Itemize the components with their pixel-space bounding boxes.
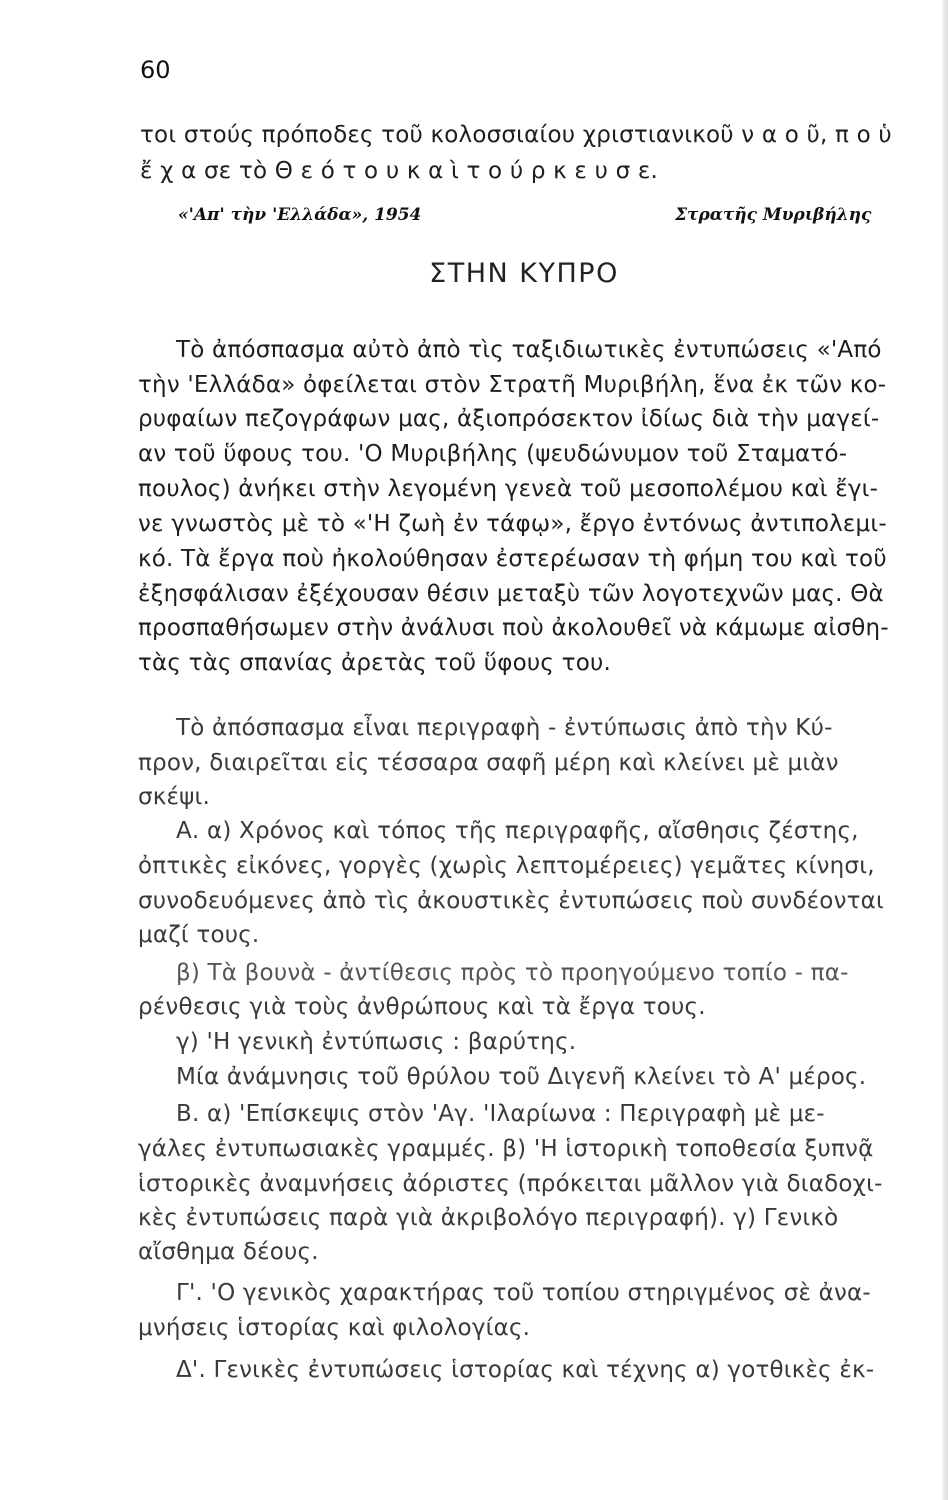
paragraph1-line: κό. Τὰ ἔργα ποὺ ἠκολούθησαν ἐστερέωσαν τὴ φήμη του καὶ τοῦ	[138, 546, 887, 572]
paragraph2-line: Τὸ ἀπόσπασμα εἶναι περιγραφὴ - ἐντύπωσις ἀπὸ τὴν Κύ-	[176, 715, 833, 741]
paragraph1-line: ἐξησφάλισαν ἐξέχουσαν θέσιν μεταξὺ τῶν λογοτεχνῶν μας. Θὰ	[138, 581, 884, 607]
source-author: Στρατῆς Μυριβήλης	[675, 205, 872, 225]
section-a-line: Μία ἀνάμνησις τοῦ θρύλου τοῦ Διγενῆ κλείνει τὸ Α' μέρος.	[176, 1064, 867, 1090]
section-a-line: συνοδευόμενες ἀπὸ τὶς ἀκουστικὲς ἐντυπώσεις ποὺ συνδέονται	[138, 888, 885, 914]
scan-edge-shadow	[942, 0, 948, 1500]
paragraph1-line: Τὸ ἀπόσπασμα αὐτὸ ἀπὸ τὶς ταξιδιωτικὲς ἐντυπώσεις «'Από	[176, 337, 882, 363]
paragraph2-line: προν, διαιρεῖται εἰς τέσσαρα σαφῆ μέρη καὶ κλείνει μὲ μιὰν	[138, 750, 839, 776]
intro-line-2: ἔ χ α σε τὸ Θ ε ό τ ο υ κ α ὶ τ ο ύ ρ κ ε υ σ ε.	[140, 158, 659, 184]
section-a-line: μαζί τους.	[138, 922, 260, 948]
section-a-line: β) Τὰ βουνὰ - ἀντίθεσις πρὸς τὸ προηγούμενο τοπίο - πα-	[176, 960, 849, 986]
paragraph1-line: τὰς τὰς σπανίας ἀρετὰς τοῦ ὕφους του.	[138, 650, 611, 676]
section-b-line: ἱστορικὲς ἀναμνήσεις ἀόριστες (πρόκειται μᾶλλον γιὰ διαδοχι-	[138, 1171, 883, 1197]
section-a-line: γ) 'Η γενικὴ ἐντύπωσις : βαρύτης.	[176, 1029, 577, 1055]
section-c-line: μνήσεις ἱστορίας καὶ φιλολογίας.	[138, 1315, 531, 1341]
section-b-line: κὲς ἐντυπώσεις παρὰ γιὰ ἀκριβολόγο περιγραφή). γ) Γενικὸ	[138, 1205, 839, 1231]
paragraph1-line: νε γνωστὸς μὲ τὸ «'Η ζωὴ ἐν τάφῳ», ἔργο ἐντόνως ἀντιπολεμι-	[138, 511, 887, 537]
section-c-line: Γ'. 'Ο γενικὸς χαρακτήρας τοῦ τοπίου στηριγμένος σὲ ἀνα-	[176, 1280, 871, 1306]
section-b-line: γάλες ἐντυπωσιακὲς γραμμές. β) 'Η ἱστορικὴ τοποθεσία ξυπνᾷ	[138, 1136, 874, 1162]
paragraph1-line: τὴν 'Ελλάδα» ὀφείλεται στὸν Στρατῆ Μυριβήλη, ἕνα ἐκ τῶν κο-	[138, 372, 887, 398]
section-b-line: Β. α) 'Επίσκεψις στὸν 'Αγ. 'Ιλαρίωνα : Περιγραφὴ μὲ με-	[176, 1101, 825, 1127]
section-d-line: Δ'. Γενικὲς ἐντυπώσεις ἱστορίας καὶ τέχνης α) γοτθικὲς ἐκ-	[176, 1357, 875, 1383]
paragraph1-line: πουλος) ἀνήκει στὴν λεγομένη γενεὰ τοῦ μεσοπολέμου καὶ ἔγι-	[138, 476, 879, 502]
section-a-line: ρένθεσις γιὰ τοὺς ἀνθρώπους καὶ τὰ ἔργα τους.	[138, 994, 706, 1020]
paragraph1-line: αν τοῦ ὕφους του. 'Ο Μυριβήλης (ψευδώνυμον τοῦ Σταματό-	[138, 441, 848, 467]
page-number: 60	[140, 56, 171, 84]
section-a-line: Α. α) Χρόνος καὶ τόπος τῆς περιγραφῆς, αἴσθησις ζέστης,	[176, 818, 859, 844]
paragraph2-line: σκέψι.	[138, 784, 211, 810]
intro-line-1: τοι στούς πρόποδες τοῦ κολοσσιαίου χριστιανικοῦ ν α ο ῦ, π ο ὑ	[140, 122, 892, 148]
paragraph1-line: προσπαθήσωμεν στὴν ἀνάλυσι ποὺ ἀκολουθεῖ νὰ κάμωμε αἰσθη-	[138, 615, 889, 641]
source-citation: «'Απ' τὴν 'Ελλάδα», 1954	[178, 205, 422, 225]
paragraph1-line: ρυφαίων πεζογράφων μας, ἀξιοπρόσεκτον ἰδίως διὰ τὴν μαγεί-	[138, 406, 880, 432]
section-a-line: ὀπτικὲς εἰκόνες, γοργὲς (χωρὶς λεπτομέρειες) γεμᾶτες κίνησι,	[138, 853, 875, 879]
section-b-line: αἴσθημα δέους.	[138, 1239, 319, 1265]
section-title: ΣΤΗΝ ΚΥΠΡΟ	[429, 258, 619, 289]
